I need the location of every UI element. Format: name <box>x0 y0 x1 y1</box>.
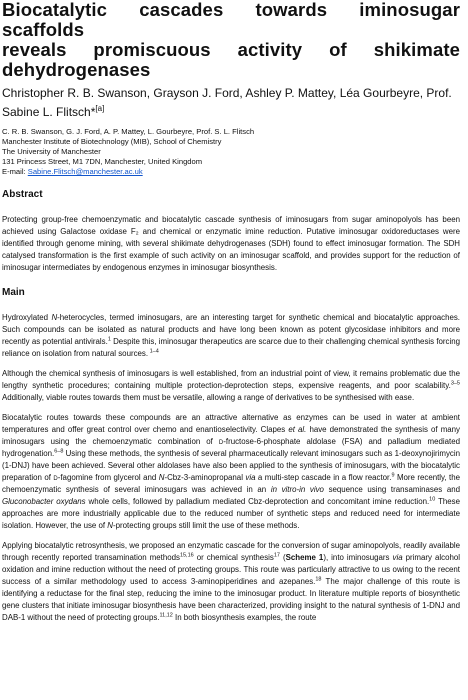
main-paragraph-3: Biocatalytic routes towards these compounds are an attractive alternative as enzymes can be used in water at ambient temperatures and offer great control over chemo and enantioselectivity. Clapes et al. have demonstrated the synthesis of many iminosugars using the chemoenzymatic combination of d-fructose-6-phosphate aldolase (FSA) and palladium mediated hydrogenation.$^{6-8}$ Using these methods, the synthesis of several pharmaceutically relevant iminosugars such as 1-deoxynojirimycin (1-DNJ) have been achieved. Several other aldolases have also been applied to the synthesis of iminosugars, with the biocatalytic preparation of d-fagomine from glycerol and N-Cbz-3-aminopropanal via a multi-step cascade in a flow reactor.$^9$ More recently, the chemoenzymatic synthesis of several iminosugars was achieved in an in vitro-in vivo sequence using transaminases and Gluconobacter oxydans whole cells, followed by palladium mediated Cbz-deprotection and concomitant imine reduction.$^{10}$ These approaches are more industrially applicable due to the reduced number of synthetic steps and reduced need for intermediate isolation. However, the use of N-protecting groups still limit the use of these methods. <box>2 413 461 530</box>
main-paragraph-4: Applying biocatalytic retrosynthesis, we proposed an enzymatic cascade for the conversion of sugar aminopolyols, readily available through recently reported transamination methods$^{15,16}$ or chemical synthesis$^{17}$ (Scheme 1), into iminosugars via primary alcohol oxidation and imine reduction without the need of protecting groups. This route was particularly attractive to us owing to the recent success of a similar methodology used to access 3-aminopiperidines and azepanes.$^{18}$ The major challenge of this route is identifying a reductase for the final step, reducing the imine to the iminosugar product. In literature multiple reports of biosynthetic gene clusters that initiate iminosugar biosynthesis have been characterized, providing insight to the natural synthesis of 1-DNJ and DAB-1 without the need of protecting groups.$^{11,12}$ In both biosynthesis examples, the route <box>2 541 461 622</box>
email-link[interactable]: Sabine.Flitsch@manchester.ac.uk <box>27 167 143 176</box>
main-heading: Main <box>2 287 25 298</box>
abstract-text: Protecting group-free chemoenzymatic and biocatalytic cascade synthesis of iminosugars from sugar aminopolyols has been achieved using Galactose oxidase F₂ and chemical or enzymatic imine reduction. Putative iminosugar oxidoreductases were identified through genome mining, with several shikimate dehydrogenases (SDH) found to effect iminosugar formation. The SDH catalysed transformation is the first example of such activity on an iminosugar scaffold, and provides support for the reduction of iminosugar intermediates by endogenous enzymes in iminosugar biosynthesis. <box>2 215 460 272</box>
paper-title <box>2 0 460 80</box>
affiliation-marker: [a] <box>95 104 105 113</box>
abstract-heading: Abstract <box>2 189 43 200</box>
email-line: E-mail: Sabine.Flitsch@manchester.ac.uk <box>2 167 143 176</box>
title-line-2: reveals promiscuous activity of shikimate dehydrogenases <box>2 39 460 80</box>
main-paragraph-1: Hydroxylated N-heterocycles, termed iminosugars, are an interesting target for synthetic chemical and biocatalytic approaches. Such compounds can be isolated as natural products and have long been known as potent glycosidase inhibitors and more recently as potential antivirals.$^1$ Despite this, iminosugar therapeutics are scarce due to their challenging chemical synthesis forcing reliance on isolation from natural sources. $^{1-4}$ <box>2 313 460 358</box>
scheme-1-reference: Scheme 1 <box>285 553 324 562</box>
author-list: Christopher R. B. Swanson, Grayson J. Ford, Ashley P. Mattey, Léa Gourbeyre, Prof. Sabine L. Flitsch*[a] <box>2 86 452 119</box>
affiliation-block: C. R. B. Swanson, G. J. Ford, A. P. Mattey, L. Gourbeyre, Prof. S. L. Flitsch Manchester Institute of Biotechnology (MIB), School of Chemistry The University of Manchester 131 Princess Street, M1 7DN, Manchester, United Kingdom E-mail: Sabine.Flitsch@manchester.ac.uk <box>2 127 460 177</box>
title-line-1: Biocatalytic cascades towards iminosugar scaffolds <box>2 0 460 40</box>
main-paragraph-2: Although the chemical synthesis of iminosugars is well established, from an industrial point of view, it remains problematic due the lengthy synthetic procedures; containing multiple protection-deprotection steps, expensive reagents, and poor scalability.$^{3-5}$ Additionally, viable routes towards them must be versatile, allowing a range of derivatives to be synthesised with ease. <box>2 369 460 402</box>
